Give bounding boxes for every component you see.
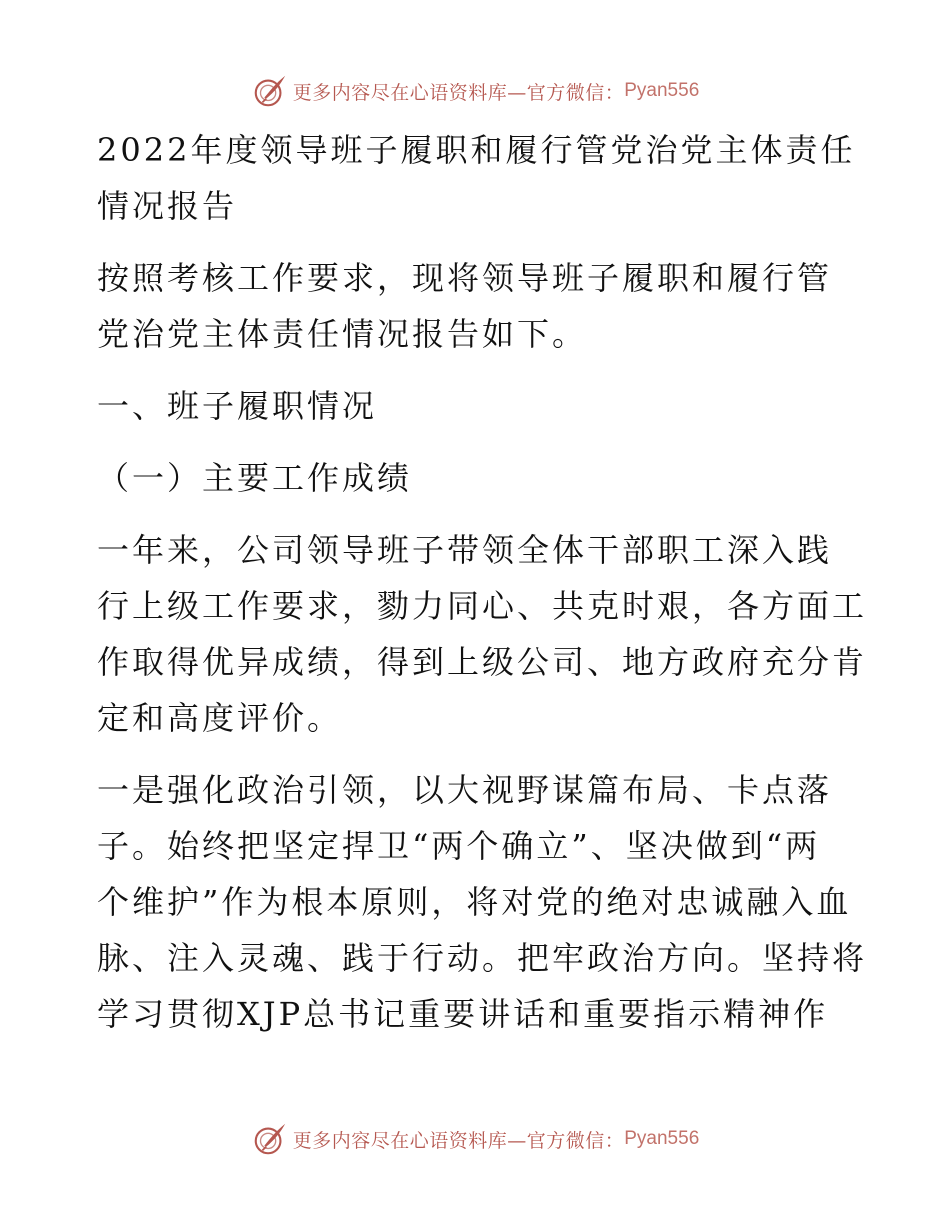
para2-line-3: 个维护”作为根本原则，将对党的绝对忠诚融入血	[97, 883, 852, 921]
para1-line-4: 定和高度评价。	[97, 699, 343, 737]
watermark-wechat-id: Pyan556	[624, 80, 700, 101]
watermark-text: 更多内容尽在心语资料库—官方微信：	[292, 81, 625, 104]
title-line-1: 2022年度领导班子履职和履行管党治党主体责任	[97, 131, 856, 169]
quill-logo-icon	[251, 72, 289, 110]
document-body	[97, 122, 868, 1042]
footer-watermark	[0, 1119, 950, 1159]
intro-line-2: 党治党主体责任情况报告如下。	[97, 315, 588, 353]
section-heading: 一、班子履职情况	[97, 387, 378, 425]
watermark-text: 更多内容尽在心语资料库—官方微信：	[292, 1129, 625, 1152]
para2-line-5: 学习贯彻XJP总书记重要讲话和重要指示精神作	[97, 995, 829, 1033]
para1-line-1: 一年来，公司领导班子带领全体干部职工深入践	[97, 531, 833, 569]
header-watermark	[0, 71, 950, 111]
para1-line-2: 行上级工作要求，勠力同心、共克时艰，各方面工	[97, 587, 868, 625]
watermark-wechat-id: Pyan556	[624, 1128, 700, 1149]
title-line-2: 情况报告	[97, 187, 238, 225]
para1-line-3: 作取得优异成绩，得到上级公司、地方政府充分肯	[97, 643, 868, 681]
para2-line-1: 一是强化政治引领，以大视野谋篇布局、卡点落	[97, 771, 833, 809]
para2-line-4: 脉、注入灵魂、践于行动。把牢政治方向。坚持将	[97, 939, 868, 977]
intro-line-1: 按照考核工作要求，现将领导班子履职和履行管	[97, 259, 833, 297]
quill-logo-icon	[251, 1120, 289, 1158]
para2-line-2: 子。始终把坚定捍卫“两个确立”、坚决做到“两	[97, 827, 821, 865]
subsection-heading: （一）主要工作成绩	[97, 459, 413, 497]
